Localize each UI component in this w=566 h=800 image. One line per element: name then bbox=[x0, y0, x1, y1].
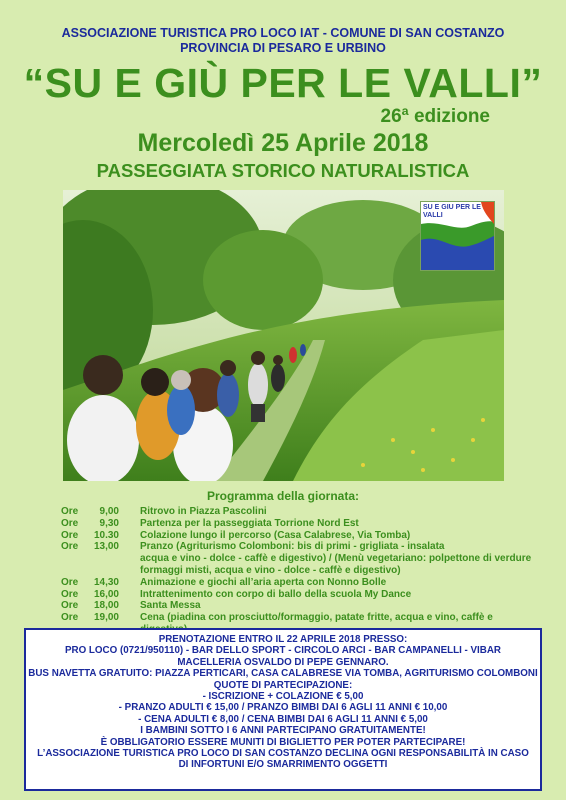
schedule-row bbox=[61, 518, 541, 530]
schedule-row bbox=[61, 506, 541, 518]
fee-registration: - ISCRIZIONE + COLAZIONE € 5,00 bbox=[202, 691, 364, 703]
booking-locations: PRO LOCO (0721/950110) - BAR DELLO SPORT - CIRCOLO ARCI - BAR CAMPANELLI - VIBAR bbox=[64, 645, 501, 657]
schedule-time: 14,30 bbox=[93, 576, 119, 588]
schedule-row bbox=[61, 530, 541, 542]
disclaimer: L’ASSOCIAZIONE TURISTICA PRO LOCO DI SAN COSTANZO DECLINA OGNI RESPONSABILITÀ IN CASO bbox=[37, 748, 529, 760]
event-subtitle: PASSEGGIATA STORICO NATURALISTICA bbox=[96, 160, 470, 181]
fees-heading: QUOTE DI PARTECIPAZIONE: bbox=[213, 679, 353, 691]
ore-label: Ore bbox=[61, 541, 79, 553]
schedule-row bbox=[61, 541, 541, 576]
schedule-time: 16,00 bbox=[93, 588, 119, 600]
event-title: “SU E GIÙ PER LE VALLI” bbox=[23, 60, 543, 106]
schedule-time: 10.30 bbox=[93, 529, 119, 541]
disclaimer-cont: DI INFORTUNI E/O SMARRIMENTO OGGETTI bbox=[178, 759, 388, 771]
booking-locations-cont: MACELLERIA OSVALDO DI PEPE GENNARO. bbox=[177, 656, 389, 668]
province-line: PROVINCIA DI PESARO E URBINO bbox=[180, 41, 386, 55]
organizer-line: ASSOCIAZIONE TURISTICA PRO LOCO IAT - COMUNE DI SAN COSTANZO bbox=[61, 26, 505, 40]
schedule-time: 19,00 bbox=[93, 612, 119, 624]
schedule-row bbox=[61, 577, 541, 589]
event-logo bbox=[420, 201, 495, 271]
schedule-time: 18,00 bbox=[93, 600, 119, 612]
schedule-row bbox=[61, 600, 541, 612]
ore-label: Ore bbox=[61, 517, 79, 529]
schedule-desc: Ritrovo in Piazza Pascolini bbox=[140, 506, 267, 517]
schedule-desc: Partenza per la passeggiata Torrione Nord Est bbox=[140, 517, 359, 529]
ore-label: Ore bbox=[61, 600, 79, 612]
program-schedule bbox=[61, 506, 541, 636]
schedule-desc: Pranzo (Agriturismo Colomboni: bis di primi - grigliata - insalata bbox=[140, 541, 445, 553]
schedule-desc: Colazione lungo il percorso (Casa Calabrese, Via Tomba) bbox=[140, 529, 411, 541]
ore-label: Ore bbox=[61, 506, 79, 517]
booking-deadline: PRENOTAZIONE ENTRO IL 22 APRILE 2018 PRESSO: bbox=[158, 634, 408, 645]
schedule-desc: Santa Messa bbox=[140, 600, 201, 612]
schedule-desc: Cena (piadina con prosciutto/formaggio, patate fritte, acqua e vino, caffè e bbox=[140, 612, 493, 624]
shuttle-bus-info: BUS NAVETTA GRATUITO: PIAZZA PERTICARI, CASA CALABRESE VIA TOMBA, AGRITURISMO COLOMBONI bbox=[28, 668, 538, 680]
booking-info-box bbox=[24, 628, 542, 791]
event-date: Mercoledì 25 Aprile 2018 bbox=[137, 129, 429, 157]
schedule-time: 13,00 bbox=[93, 541, 119, 553]
fee-dinner: - CENA ADULTI € 8,00 / CENA BIMBI DAI 6 AGLI 11 ANNI € 5,00 bbox=[138, 713, 428, 725]
schedule-desc: Animazione e giochi all’aria aperta con Nonno Bolle bbox=[140, 576, 387, 588]
ticket-required-note: È OBBLIGATORIO ESSERE MUNITI DI BIGLIETTO PER POTER PARTECIPARE! bbox=[100, 736, 466, 748]
children-free-note: I BAMBINI SOTTO I 6 ANNI PARTECIPANO GRATUITAMENTE! bbox=[140, 725, 426, 737]
ore-label: Ore bbox=[61, 576, 79, 588]
schedule-row bbox=[61, 589, 541, 601]
program-title: Programma della giornata: bbox=[206, 489, 360, 503]
valley-wave-logo-icon bbox=[421, 202, 494, 270]
ore-label: Ore bbox=[61, 612, 79, 624]
ore-label: Ore bbox=[61, 529, 79, 541]
schedule-desc-cont: acqua e vino - dolce - caffè e digestivo) / (Menù vegetariano: polpettone di verdure bbox=[140, 553, 532, 565]
logo-text: SU E GIU PER LE VALLI bbox=[423, 204, 481, 219]
fee-lunch: - PRANZO ADULTI € 15,00 / PRANZO BIMBI DAI 6 AGLI 11 ANNI € 10,00 bbox=[118, 702, 448, 714]
schedule-desc-cont: formaggi misti, acqua e vino - dolce - caffè e digestivo) bbox=[140, 564, 401, 576]
edition-label: 26ª edizione bbox=[380, 106, 490, 127]
ore-label: Ore bbox=[61, 588, 79, 600]
schedule-time: 9,00 bbox=[99, 506, 119, 517]
schedule-desc: Intrattenimento con corpo di ballo della scuola My Dance bbox=[140, 588, 412, 600]
schedule-time: 9,30 bbox=[99, 517, 119, 529]
